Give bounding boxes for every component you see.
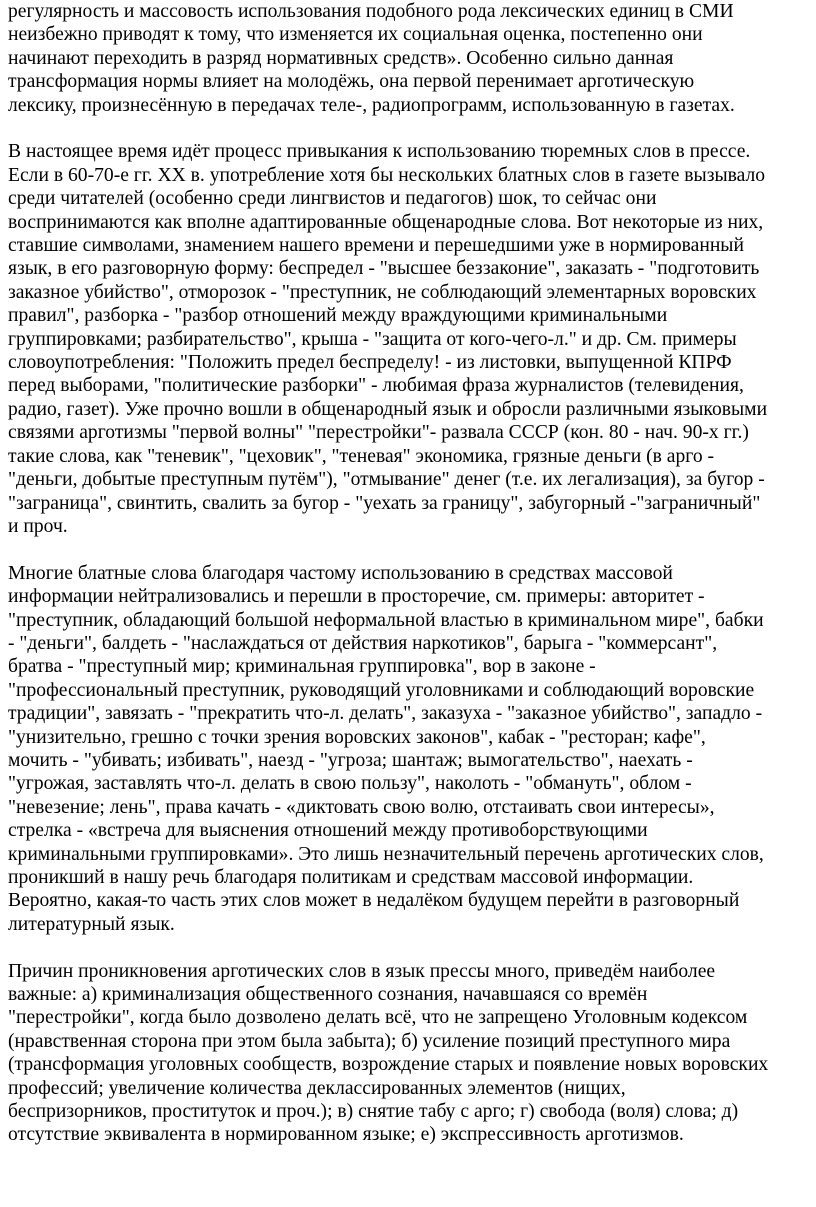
text-line: язык, в его разговорную форму: беспредел - "высшее беззаконие", заказать - "подготовить	[8, 258, 760, 280]
text-line: трансформация нормы влияет на молодёжь, она первой перенимает арготическую	[8, 71, 695, 93]
text-line: стрелка - «встреча для выяснения отношений между противоборствующими	[8, 820, 648, 842]
text-line: традиции", завязать - "прекратить что-л. делать", заказуха - "заказное убийство", западло -	[8, 703, 763, 725]
text-line: регулярность и массовость использования подобного рода лексических единиц в СМИ	[8, 1, 734, 22]
text-line: "профессиональный преступник, руководящий уголовниками и соблюдающий воровские	[8, 679, 755, 701]
text-line: связями арготизмы "первой волны" "перестройки"- развала СССР (кон. 80 - нач. 90-х гг.)	[8, 422, 749, 444]
text-line: братва - "преступный мир; криминальная группировка", вор в законе -	[8, 656, 596, 678]
text-line: "невезение; лень", права качать - «диктовать свою волю, отстаивать свои интересы»,	[8, 796, 715, 818]
text-line: проникший в нашу речь благодаря политикам и средствам массовой информации.	[8, 867, 694, 888]
text-line: такие слова, как "теневик", "цеховик", "теневая" экономика, грязные деньги (в арго -	[8, 445, 715, 467]
text-line: (нравственная сторона при этом была забыта); б) усиление позиций преступного мира	[8, 1030, 731, 1052]
paragraph-4	[8, 960, 816, 1147]
text-line: начинают переходить в разряд нормативных средств». Особенно сильно данная	[8, 47, 674, 69]
text-line: лексику, произнесённую в передачах теле-, радиопрограмм, использованную в газетах.	[8, 94, 735, 116]
text-line: "заграница", свинтить, свалить за бугор - "уехать за границу", забугорный -"заграничный"	[8, 492, 761, 514]
text-line: "угрожая, заставлять что-л. делать в свою пользу", наколоть - "обмануть", облом -	[8, 773, 692, 795]
text-line: криминальными группировками». Это лишь незначительный перечень арготических слов,	[8, 843, 764, 865]
text-line: отсутствие эквивалента в нормированном языке; е) экспрессивность арготизмов.	[8, 1124, 684, 1146]
text-line: "преступник, обладающий большой неформальной властью в криминальном мире", бабки	[8, 609, 764, 631]
text-line: неизбежно приводят к тому, что изменяется их социальная оценка, постепенно они	[8, 24, 703, 46]
paragraph-3	[8, 562, 816, 937]
text-line: радио, газет). Уже прочно вошли в общенародный язык и обросли различными языковыми	[8, 398, 768, 420]
text-line: заказное убийство", отморозок - "преступник, не соблюдающий элементарных воровских	[8, 281, 757, 303]
paragraph-spacer	[8, 117, 816, 140]
text-line: мочить - "убивать; избивать", наезд - "угроза; шантаж; вымогательство", наехать -	[8, 749, 693, 771]
text-line: среди читателей (особенно среди лингвистов и педагогов) шок, то сейчас они	[8, 188, 657, 210]
text-line: Многие блатные слова благодаря частому использованию в средствах массовой	[8, 562, 673, 584]
paragraph-1	[8, 0, 816, 117]
text-line: словоупотребления: "Положить предел беспределу! - из листовки, выпущенной КПРФ	[8, 352, 732, 374]
text-line: - "деньги", балдеть - "наслаждаться от действия наркотиков", барыга - "коммерсант",	[8, 632, 718, 654]
text-line: (трансформация уголовных сообществ, возрождение старых и появление новых воровских	[8, 1054, 769, 1076]
text-line: профессий; увеличение количества деклассированных элементов (нищих,	[8, 1077, 626, 1099]
text-line: "унизительно, грешно с точки зрения воровских законов", кабак - "ресторан; кафе",	[8, 726, 706, 748]
text-line: важные: а) криминализация общественного сознания, начавшаяся со времён	[8, 984, 648, 1006]
text-line: "перестройки", когда было дозволено делать всё, что не запрещено Уголовным кодексом	[8, 1007, 748, 1029]
text-line: В настоящее время идёт процесс привыкания к использованию тюремных слов в прессе.	[8, 141, 751, 163]
paragraph-2	[8, 140, 816, 538]
text-line: воспринимаются как вполне адаптированные общенародные слова. Вот некоторые из них,	[8, 211, 764, 233]
text-line: правил", разборка - "разбор отношений между враждующими криминальными	[8, 305, 668, 327]
text-line: и проч.	[8, 515, 68, 537]
text-line: ставшие символами, знамением нашего времени и перешедшими уже в нормированный	[8, 235, 744, 257]
paragraph-spacer	[8, 538, 816, 561]
text-line: Причин проникновения арготических слов в язык прессы много, приведём наиболее	[8, 960, 716, 982]
text-line: литературный язык.	[8, 913, 175, 935]
text-line: перед выборами, "политические разборки" - любимая фраза журналистов (телевидения,	[8, 375, 744, 397]
text-line: Вероятно, какая-то часть этих слов может в недалёком будущем перейти в разговорный	[8, 890, 740, 912]
text-line: беспризорников, проституток и проч.); в) снятие табу с арго; г) свобода (воля) слова; д)	[8, 1101, 739, 1123]
text-line: "деньги, добытые преступным путём"), "отмывание" денег (т.е. их легализация), за бугор -	[8, 469, 765, 491]
text-line: информации нейтрализовались и перешли в просторечие, см. примеры: авторитет -	[8, 586, 705, 608]
paragraph-spacer	[8, 936, 816, 959]
text-line: Если в 60-70-е гг. XX в. употребление хотя бы нескольких блатных слов в газете вызывало	[8, 164, 766, 186]
text-line: группировками; разбирательство", крыша - "защита от кого-чего-л." и др. См. примеры	[8, 328, 737, 350]
